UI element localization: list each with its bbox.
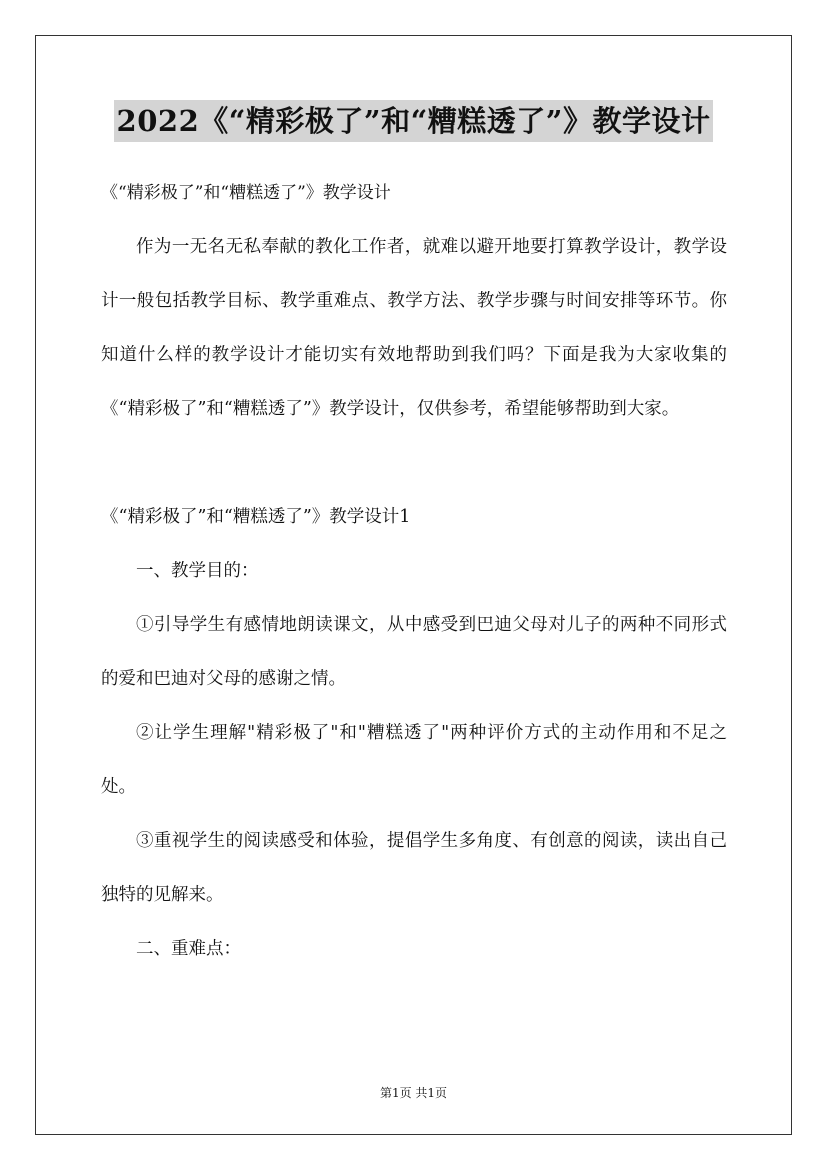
intro-paragraph: 作为一无名无私奉献的教化工作者，就难以避开地要打算教学设计，教学设计一般包括教学目标、教学重难点、教学方法、教学步骤与时间安排等环节。你知道什么样的教学设计才能切实有效地帮助到我们吗？下面是我为大家收集的《“精彩极了”和“糟糕透了”》教学设计，仅供参考，希望能够帮助到大家。 — [101, 237, 727, 419]
document-subtitle: 《“精彩极了”和“糟糕透了”》教学设计 — [101, 183, 391, 203]
document-title: 2022《“精彩极了”和“糟糕透了”》教学设计 — [114, 100, 714, 142]
objective-item-3: ③重视学生的阅读感受和体验，提倡学生多角度、有创意的阅读，读出自己独特的见解来。 — [101, 831, 727, 905]
objectives-heading: 一、教学目的： — [136, 561, 259, 581]
page-footer: 第1页 共1页 — [379, 1086, 448, 1100]
document-body — [101, 220, 727, 976]
objective-item-2: ②让学生理解"精彩极了"和"糟糕透了"两种评价方式的主动作用和不足之处。 — [101, 723, 727, 797]
section-heading: 《“精彩极了”和“糟糕透了”》教学设计1 — [101, 507, 411, 527]
key-points-heading: 二、重难点： — [136, 939, 241, 959]
objective-item-1: ①引导学生有感情地朗读课文，从中感受到巴迪父母对儿子的两种不同形式的爱和巴迪对父母的感谢之情。 — [101, 615, 727, 689]
document-title-wrapper — [0, 100, 827, 142]
